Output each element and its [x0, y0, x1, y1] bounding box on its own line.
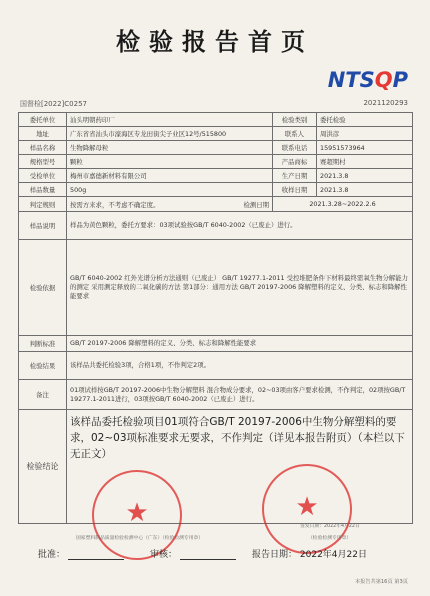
row-label: 联系电话 [273, 141, 317, 155]
reviewer-label: 审核： [150, 550, 178, 560]
conclusion-label: 检验结论 [19, 410, 67, 524]
report-date [252, 547, 367, 560]
report-date-value: 2022年4月22日 [299, 550, 367, 560]
page-number: 2021120293 [363, 99, 408, 107]
judgement-value [67, 197, 273, 212]
basis-row [19, 240, 413, 336]
judgement-row [19, 197, 413, 212]
row-label: 地址 [19, 127, 67, 141]
row-label: 生产日期 [273, 169, 317, 183]
row-value: 500g [67, 183, 273, 197]
test-date-label: 检测日期 [243, 200, 269, 209]
row-value: 生物降解母粒 [67, 141, 273, 155]
criteria-row [19, 336, 413, 352]
remarks-row [19, 380, 413, 410]
row-label: 产品商标 [273, 155, 317, 169]
judgement-text: 按需方来求，不考虑不确定度。 [70, 200, 160, 209]
row-value: 2021.3.8 [317, 183, 413, 197]
row-value: 汕头明朝药印厂 [67, 113, 273, 127]
table-row [19, 113, 413, 127]
seal-note-left: 国家塑料制品质量检验检测中心（广东）（检验检测专用章） [76, 536, 204, 541]
judgement-label: 判定规则 [19, 197, 67, 212]
row-value: 委托检验 [317, 113, 413, 127]
footer-page-info: 本报告共第16页 第3页 [354, 579, 408, 585]
table-row [19, 127, 413, 141]
report-number: 国督检[2022]C0257 [20, 100, 87, 108]
basis-value: GB/T 6040-2002 红外光谱分析方法通则（已废止） GB/T 19277.1-2011 受控堆肥条件下材料最终需氧生物分解能力的测定 采用测定释放的二氧化碳的方法 第1部分：通用方法 GB/T 20197-2006 降解塑料的定义、分类、标志和降解性能要求 [67, 240, 413, 336]
row-label: 规格型号 [19, 155, 67, 169]
approver-signature-line [68, 548, 124, 560]
row-value: 周洪彦 [317, 127, 413, 141]
seal-note-right: （检验检测专用章） [308, 536, 352, 541]
table-row [19, 183, 413, 197]
approver-signature [38, 547, 124, 560]
reviewer-signature [150, 547, 236, 560]
logo-text-p: P [392, 68, 408, 92]
logo-text-q: Q [374, 68, 393, 92]
table-row [19, 141, 413, 155]
seal-star-icon: ★ [125, 498, 149, 528]
sample-desc-row [19, 212, 413, 240]
result-row [19, 352, 413, 380]
remarks-label: 备注 [19, 380, 67, 410]
table-row [19, 155, 413, 169]
row-label: 检验类别 [273, 113, 317, 127]
reviewer-signature-line [180, 548, 236, 560]
criteria-value: GB/T 20197-2006 降解塑料的定义、分类、标志和降解性能要求 [67, 336, 413, 352]
result-value: 该样品共委托检验3项，合格1项，不作判定2项。 [67, 352, 413, 380]
approver-label: 批准： [38, 550, 66, 560]
test-date-value: 2021.3.28~2022.2.6 [273, 197, 413, 212]
row-value: 15951573964 [317, 141, 413, 155]
ntsqp-logo [328, 68, 408, 92]
logo-text-nts: NTS [327, 68, 375, 92]
conclusion-text: 该样品委托检验项目01项符合GB/T 20197-2006中生物分解塑料的要求，02~03项标准要求无要求，不作判定（详见本报告附页）（本栏以下无正文） [70, 416, 405, 460]
row-label: 联系人 [273, 127, 317, 141]
table-row [19, 169, 413, 183]
seal-star-icon: ★ [295, 492, 319, 522]
sample-desc-value: 样品为黄色颗粒，委托方要求：03项试验按GB/T 6040-2002（已废止）进行。 [67, 212, 413, 240]
row-value: 赛超期村 [317, 155, 413, 169]
criteria-label: 判断标准 [19, 336, 67, 352]
page-title: 检验报告首页 [116, 27, 314, 56]
conclusion-row [19, 410, 413, 524]
row-label: 样品数量 [19, 183, 67, 197]
row-value: 梅州市嘉德新材料有限公司 [67, 169, 273, 183]
row-value: 2021.3.8 [317, 169, 413, 183]
remarks-value: 01项试样按GB/T 20197-2006中生物分解塑料 混合物成分要求，02~03项由客户要求检测，不作判定，02项按GB/T 19277.1-2011进行，03项按GB/T 6040-2002（已废止）进行。 [67, 380, 413, 410]
report-table [18, 112, 413, 524]
row-value: 颗粒 [67, 155, 273, 169]
row-label: 委托单位 [19, 113, 67, 127]
basis-label: 检验依据 [19, 240, 67, 336]
row-label: 样品名称 [19, 141, 67, 155]
footer [0, 578, 430, 585]
report-date-label: 报告日期： [252, 550, 298, 560]
result-label: 检验结果 [19, 352, 67, 380]
row-value: 广东省省汕头市濠海区专龙田街尖子业区12号/515800 [67, 127, 273, 141]
row-label: 收样日期 [273, 183, 317, 197]
sample-desc-label: 样品说明 [19, 212, 67, 240]
issue-date-note: 签发日期：2022年4月22日 [300, 524, 360, 529]
row-label: 受检单位 [19, 169, 67, 183]
